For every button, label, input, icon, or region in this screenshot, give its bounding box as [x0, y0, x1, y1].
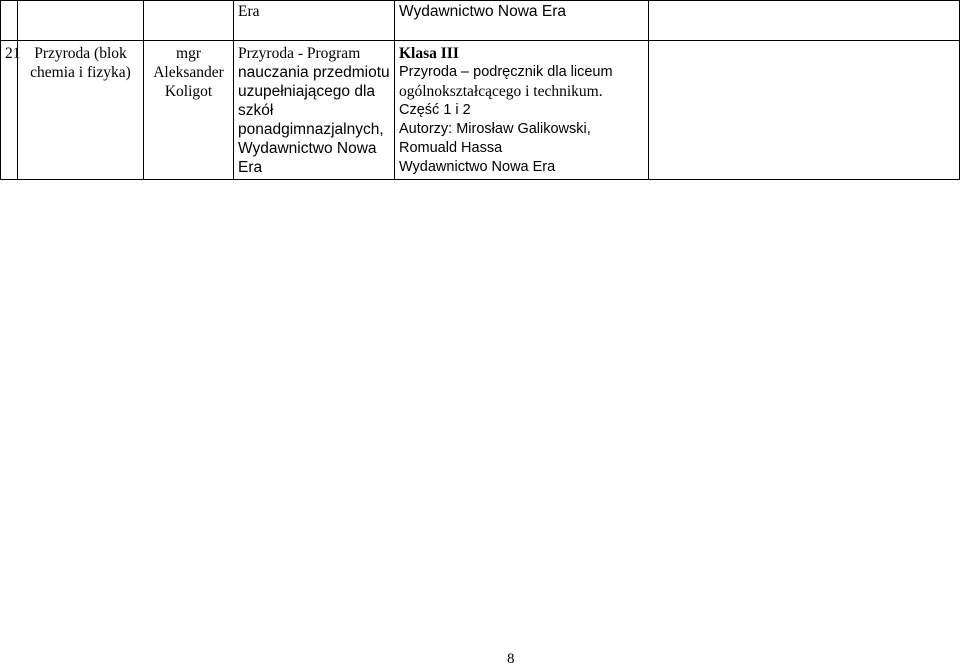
cell-extra: [649, 41, 960, 180]
teacher-line: mgr: [176, 45, 201, 62]
book-text: Wydawnictwo Nowa Era: [399, 3, 566, 20]
program-line: Era: [238, 159, 263, 176]
program-line: Wydawnictwo Nowa: [238, 140, 377, 157]
cell-num: 21: [1, 41, 18, 180]
cell-extra: [649, 1, 960, 41]
table-row-continuation: [1, 1, 960, 41]
book-line: Przyroda – podręcznik dla liceum: [399, 64, 613, 80]
program-line: Przyroda - Program: [238, 45, 361, 62]
program-line: szkół: [238, 102, 274, 119]
cell-book: [395, 41, 649, 180]
teacher-line: Koligot: [164, 83, 213, 100]
cell-program: [234, 41, 395, 180]
subject-line: chemia i fizyka): [30, 64, 131, 81]
textbook-table: [0, 0, 960, 180]
subject-line: Przyroda (blok: [34, 45, 127, 62]
cell-teacher: [144, 1, 234, 41]
cell-book: [395, 1, 649, 41]
cell-subject: [18, 41, 144, 180]
cell-subject: [18, 1, 144, 41]
book-line: ogólnokształcącego i technikum.: [399, 83, 603, 100]
page-number: 8: [507, 651, 515, 667]
book-line: Romuald Hassa: [399, 140, 503, 156]
book-line: Wydawnictwo Nowa Era: [399, 159, 556, 175]
book-class-heading: Klasa III: [399, 45, 459, 62]
teacher-line: Aleksander: [153, 64, 224, 81]
cell-program: [234, 1, 395, 41]
program-line: nauczania przedmiotu: [238, 64, 390, 81]
cell-teacher: [144, 41, 234, 180]
program-line: ponadgimnazjalnych,: [238, 121, 384, 138]
book-line: Autorzy: Mirosław Galikowski,: [399, 121, 591, 137]
cell-num: [1, 1, 18, 41]
program-text: Era: [238, 3, 260, 20]
book-line: Część 1 i 2: [399, 102, 471, 118]
program-line: uzupełniającego dla: [238, 83, 376, 100]
table-row-21: [1, 41, 960, 180]
